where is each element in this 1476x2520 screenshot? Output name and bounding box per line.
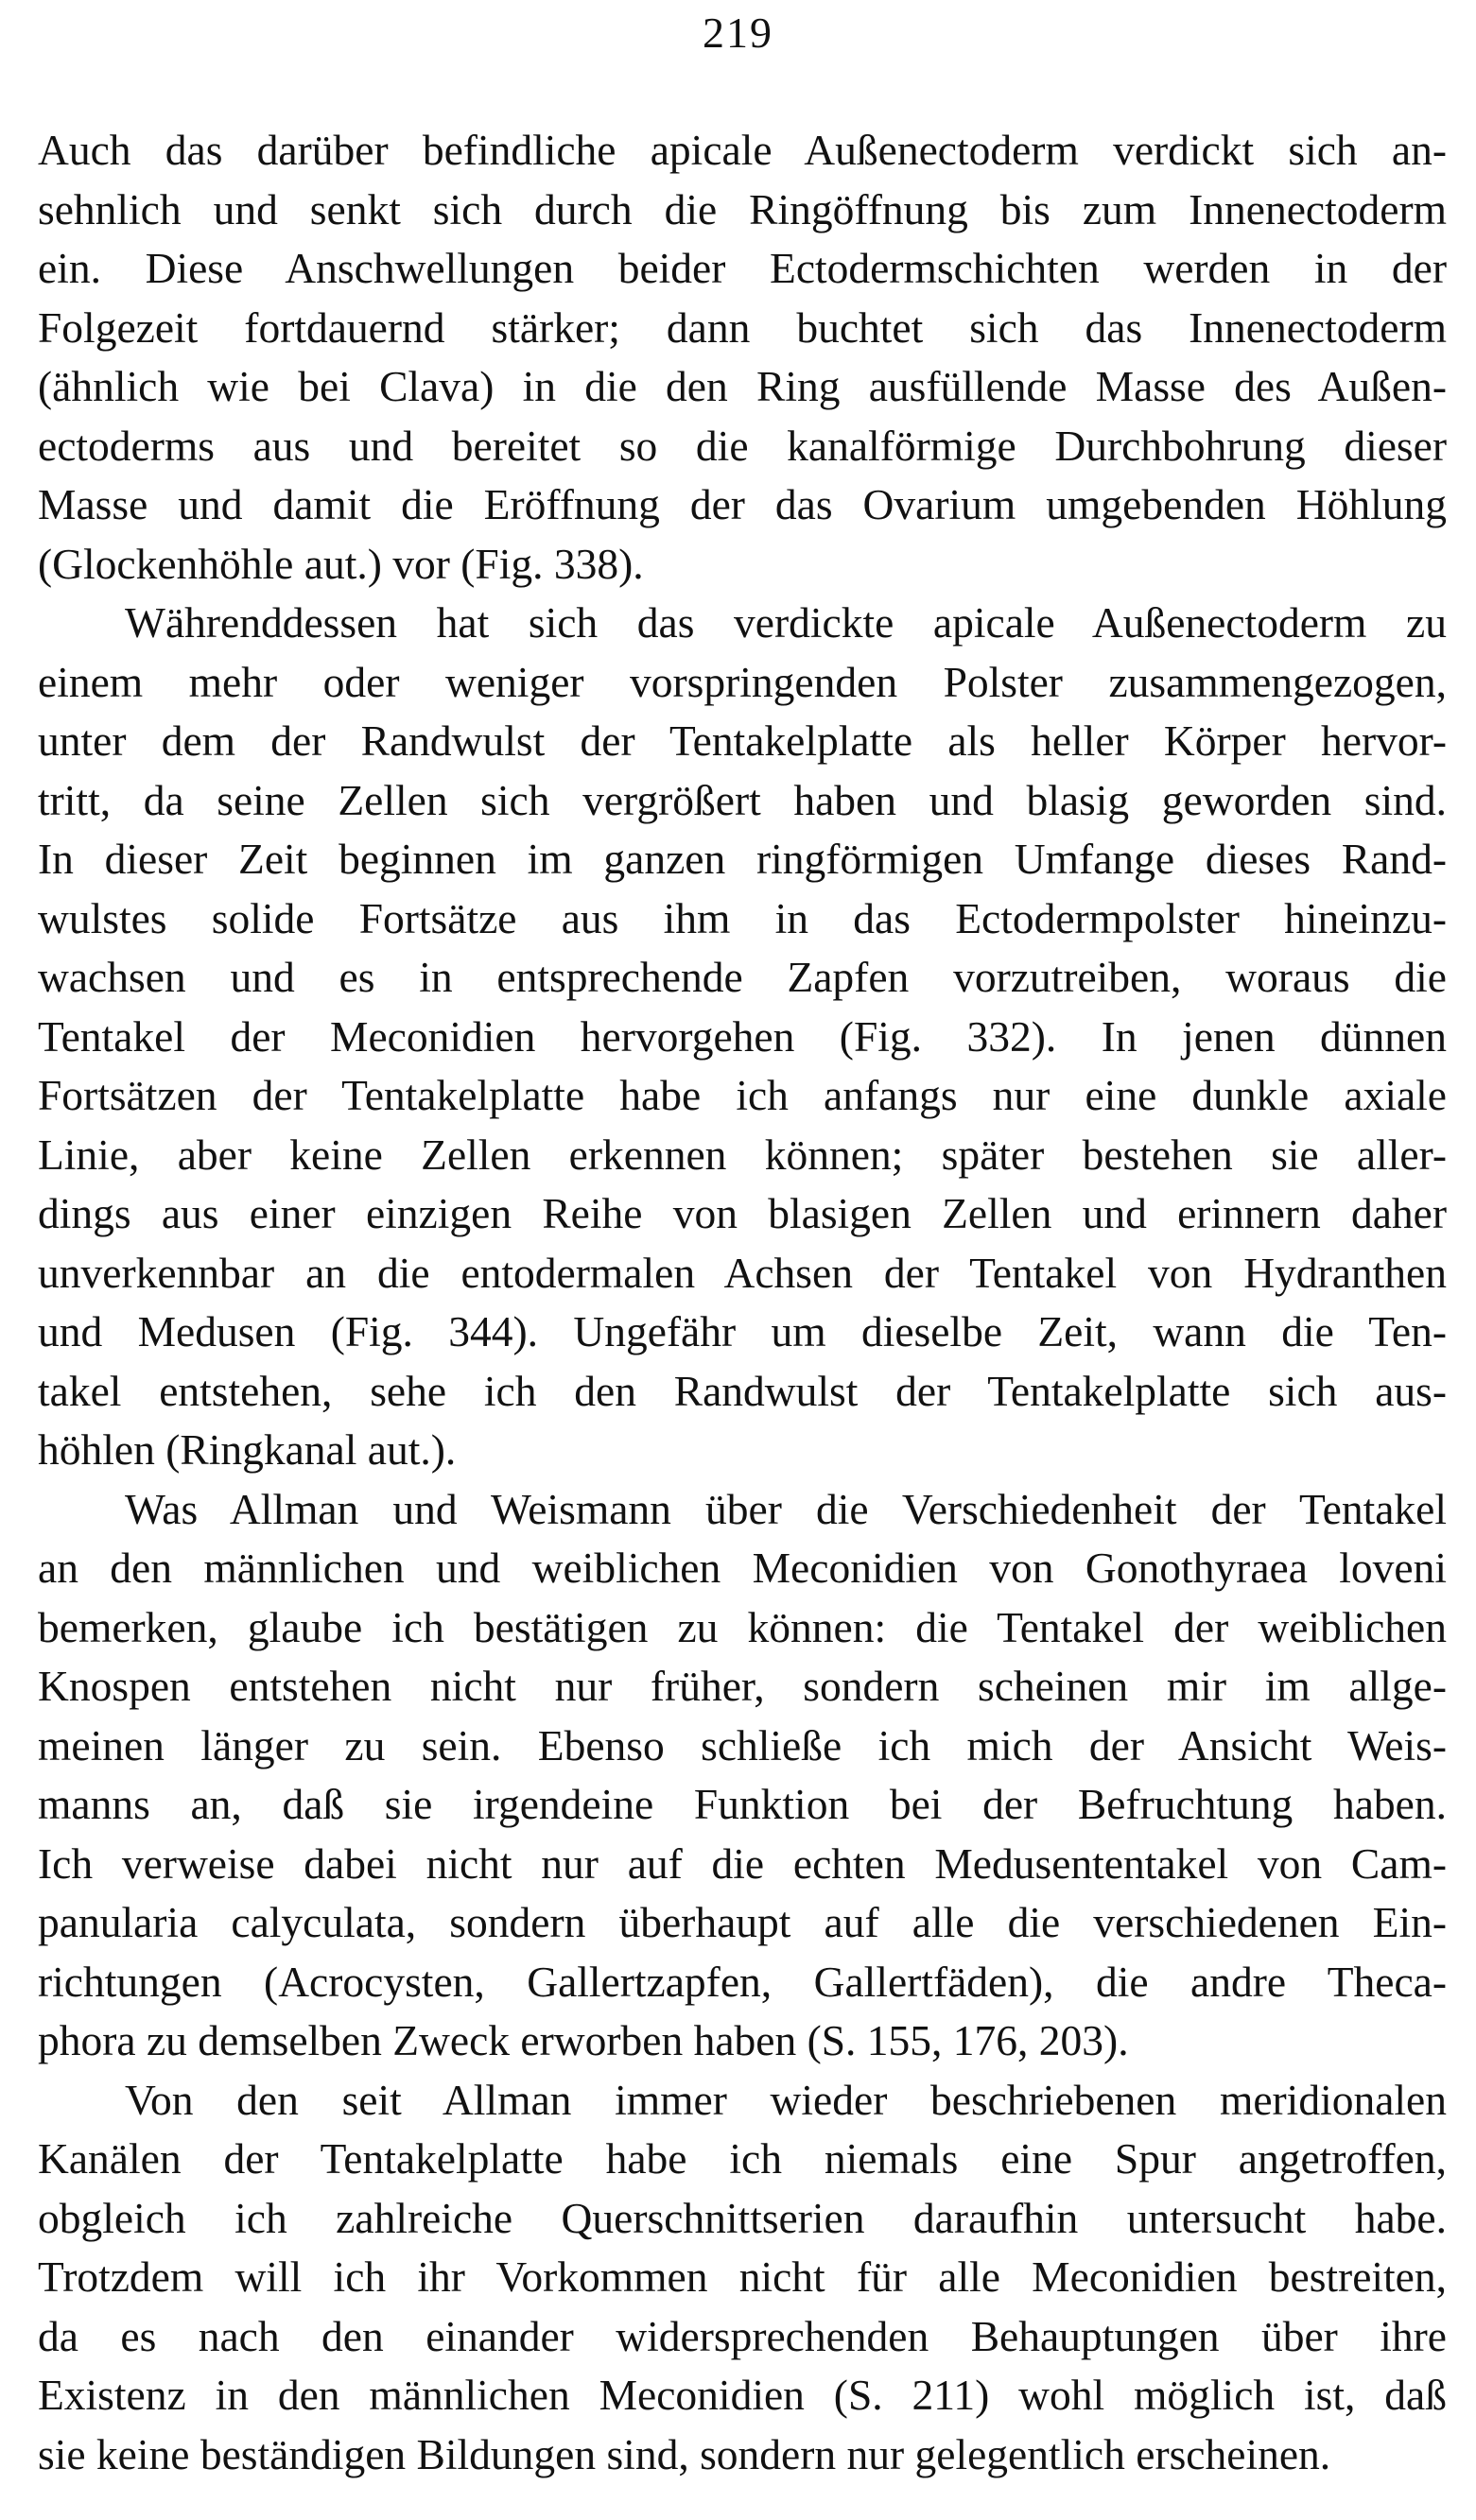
paragraph-2 [38,594,1447,1480]
page-number: 219 [703,9,773,57]
text-line: manns an, daß sie irgendeine Funktion bei der Befruchtung haben. [38,1780,1447,1828]
text-line: Masse und damit die Eröffnung der das Ovarium umgebenden Höhlung [38,480,1447,528]
text-line: Trotzdem will ich ihr Vorkommen nicht für alle Meconidien bestreiten, [38,2252,1447,2301]
text-line: meinen länger zu sein. Ebenso schließe ich mich der Ansicht Weis- [38,1720,1447,1769]
text-line: dings aus einer einzigen Reihe von blasigen Zellen und erinnern daher [38,1189,1447,1237]
text-line: Linie, aber keine Zellen erkennen können; später bestehen sie aller- [38,1130,1447,1179]
text-line: panularia calyculata, sondern überhaupt auf alle die verschiedenen Ein- [38,1898,1447,1946]
text-line: da es nach den einander widersprechenden Behauptungen über ihre [38,2311,1447,2360]
text-line: wachsen und es in entsprechende Zapfen vorzutreiben, woraus die [38,953,1447,1001]
text-line: sie keine beständigen Bildungen sind, sondern nur gelegentlich erscheinen. [38,2429,1331,2478]
text-line: ein. Diese Anschwellungen beider Ectodermschichten werden in der [38,244,1447,292]
text-line: ectoderms aus und bereitet so die kanalförmige Durchbohrung dieser [38,421,1447,470]
text-line: unter dem der Randwulst der Tentakelplatte als heller Körper hervor- [38,716,1447,765]
text-line: Von den seit Allman immer wieder beschriebenen meridionalen [125,2075,1447,2124]
body-text [38,121,1447,2484]
text-line: Tentakel der Meconidien hervorgehen (Fig. 332). In jenen dünnen [38,1011,1447,1061]
text-line: Knospen entstehen nicht nur früher, sondern scheinen mir im allge- [38,1662,1447,1710]
paragraph-1 [38,121,1447,594]
text-line: Ich verweise dabei nicht nur auf die echten Medusententakel von Cam- [38,1838,1447,1888]
text-line: In dieser Zeit beginnen im ganzen ringförmigen Umfange dieses Rand- [38,835,1447,883]
text-line: bemerken, glaube ich bestätigen zu können: die Tentakel der weiblichen [38,1602,1447,1651]
text-line: Folgezeit fortdauernd stärker; dann buchtet sich das Innenectoderm [38,302,1447,352]
text-line: unverkennbar an die entodermalen Achsen der Tentakel von Hydranthen [38,1248,1447,1297]
text-line: sehnlich und senkt sich durch die Ringöffnung bis zum Innenectoderm [38,184,1447,233]
text-line: (ähnlich wie bei Clava) in die den Ring ausfüllende Masse des Außen- [38,362,1447,410]
text-line: Was Allman und Weismann über die Verschiedenheit der Tentakel [125,1484,1447,1533]
text-line: Existenz in den männlichen Meconidien (S. 211) wohl möglich ist, daß [38,2371,1447,2419]
text-line: richtungen (Acrocysten, Gallertzapfen, Gallertfäden), die andre Theca- [38,1957,1447,2006]
text-line: tritt, da seine Zellen sich vergrößert haben und blasig geworden sind. [38,775,1447,824]
text-line: Währenddessen hat sich das verdickte apicale Außenectoderm zu [125,598,1447,647]
paragraph-3 [38,1480,1447,2071]
paragraph-4 [38,2071,1447,2485]
text-line: Auch das darüber befindliche apicale Außenectoderm verdickt sich an- [38,126,1447,174]
text-line: Kanälen der Tentakelplatte habe ich niemals eine Spur angetroffen, [38,2134,1447,2183]
text-line: einem mehr oder weniger vorspringenden Polster zusammengezogen, [38,657,1447,706]
text-line: phora zu demselben Zweck erworben haben (S. 155, 176, 203). [38,2016,1129,2064]
text-line: und Medusen (Fig. 344). Ungefähr um dieselbe Zeit, wann die Ten- [38,1307,1447,1355]
text-line: takel entstehen, sehe ich den Randwulst der Tentakelplatte sich aus- [38,1366,1447,1415]
text-line: obgleich ich zahlreiche Querschnittserien daraufhin untersucht habe. [38,2193,1447,2242]
text-line: höhlen (Ringkanal aut.). [38,1425,457,1474]
text-line: (Glockenhöhle aut.) vor (Fig. 338). [38,539,644,588]
text-line: wulstes solide Fortsätze aus ihm in das Ectodermpolster hineinzu- [38,893,1447,942]
text-line: Fortsätzen der Tentakelplatte habe ich anfangs nur eine dunkle axiale [38,1071,1447,1119]
text-line: an den männlichen und weiblichen Meconidien von Gonothyraea loveni [38,1544,1447,1592]
